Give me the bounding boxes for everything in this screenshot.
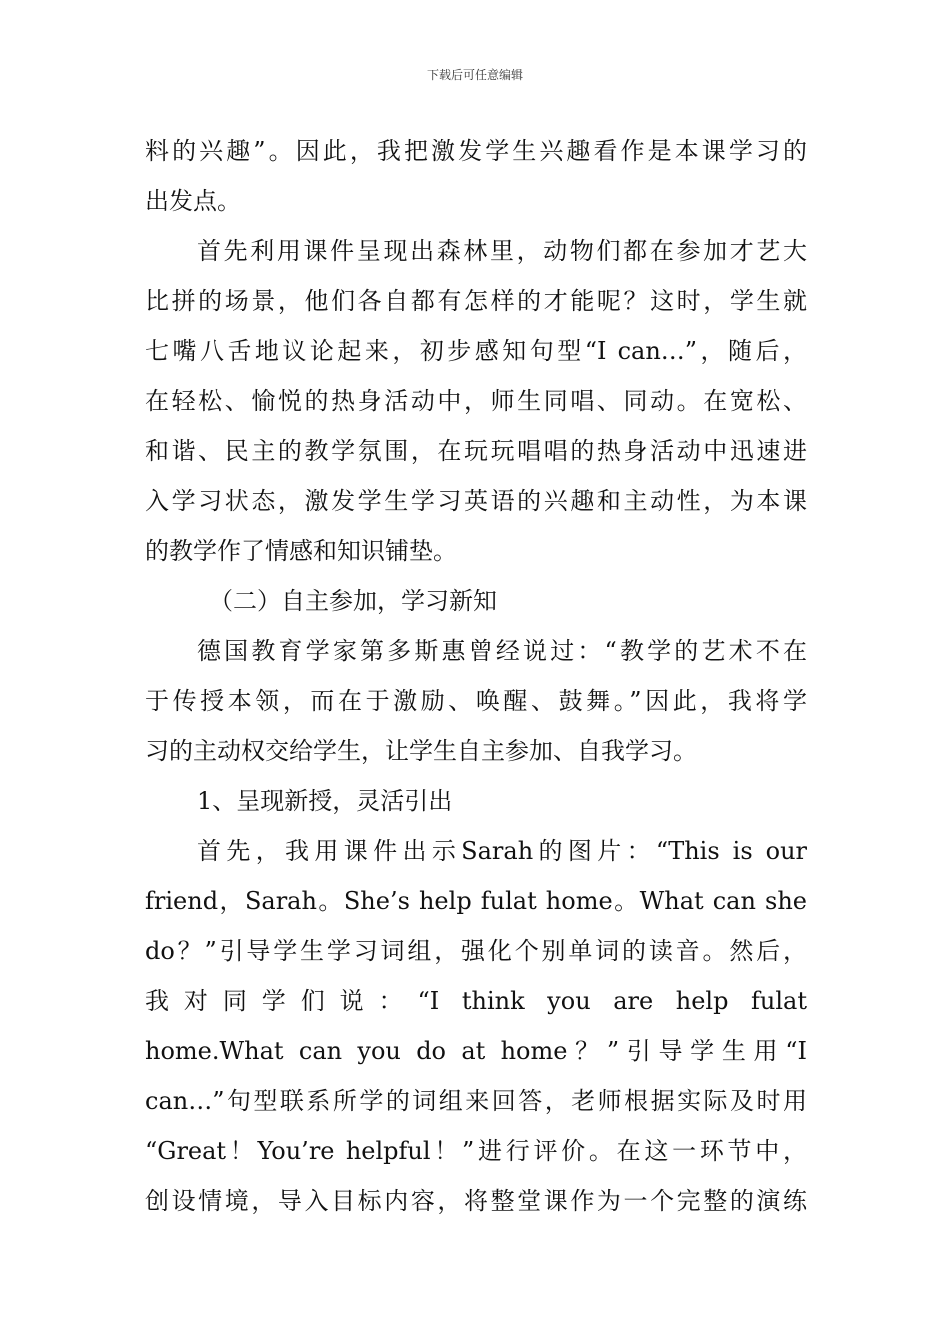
subsection-heading: 1、呈现新授，灵活引出 — [197, 787, 453, 815]
paragraph-line: 创设情境，导入目标内容，将整堂课作为一个完整的演练 — [145, 1187, 807, 1215]
paragraph-line: friend，Sarah。She’s help fulat home。What can she — [145, 887, 807, 915]
paragraph-line: can…”句型联系所学的词组来回答，老师根据实际及时用 — [145, 1087, 807, 1115]
paragraph-line: 的教学作了情感和知识铺垫。 — [145, 537, 457, 565]
paragraph-line: 我对同学们说：“I think you are help fulat — [145, 987, 807, 1015]
paragraph-line: 首先，我用课件出示Sarah的图片：“This is our — [197, 837, 807, 865]
document-body — [145, 126, 807, 1226]
paragraph-line: 出发点。 — [145, 187, 241, 215]
section-heading: （二）自主参加，学习新知 — [209, 587, 497, 615]
paragraph-line: 首先利用课件呈现出森林里，动物们都在参加才艺大 — [197, 237, 807, 265]
paragraph-line: “Great！You’re helpful！”进行评价。在这一环节中， — [145, 1137, 807, 1165]
paragraph-line: 在轻松、愉悦的热身活动中，师生同唱、同动。在宽松、 — [145, 387, 807, 415]
paragraph-line: do？”引导学生学习词组，强化个别单词的读音。然后， — [145, 937, 807, 965]
paragraph-line: home.What can you do at home？”引导学生用“I — [145, 1037, 807, 1065]
paragraph-line: 德国教育学家第多斯惠曾经说过：“教学的艺术不在 — [197, 637, 807, 665]
paragraph-line: 入学习状态，激发学生学习英语的兴趣和主动性，为本课 — [145, 487, 807, 515]
paragraph-line: 于传授本领，而在于激励、唤醒、鼓舞。”因此，我将学 — [145, 687, 807, 715]
paragraph-line: 和谐、民主的教学氛围，在玩玩唱唱的热身活动中迅速进 — [145, 437, 807, 465]
paragraph-line: 料的兴趣”。因此，我把激发学生兴趣看作是本课学习的 — [145, 137, 807, 165]
paragraph-line: 比拼的场景，他们各自都有怎样的才能呢？这时，学生就 — [145, 287, 807, 315]
paragraph-line: 七嘴八舌地议论起来，初步感知句型“I can…”，随后， — [145, 337, 807, 365]
page-header: 下载后可任意编辑 — [426, 68, 523, 82]
paragraph-line: 习的主动权交给学生，让学生自主参加、自我学习。 — [145, 737, 697, 765]
